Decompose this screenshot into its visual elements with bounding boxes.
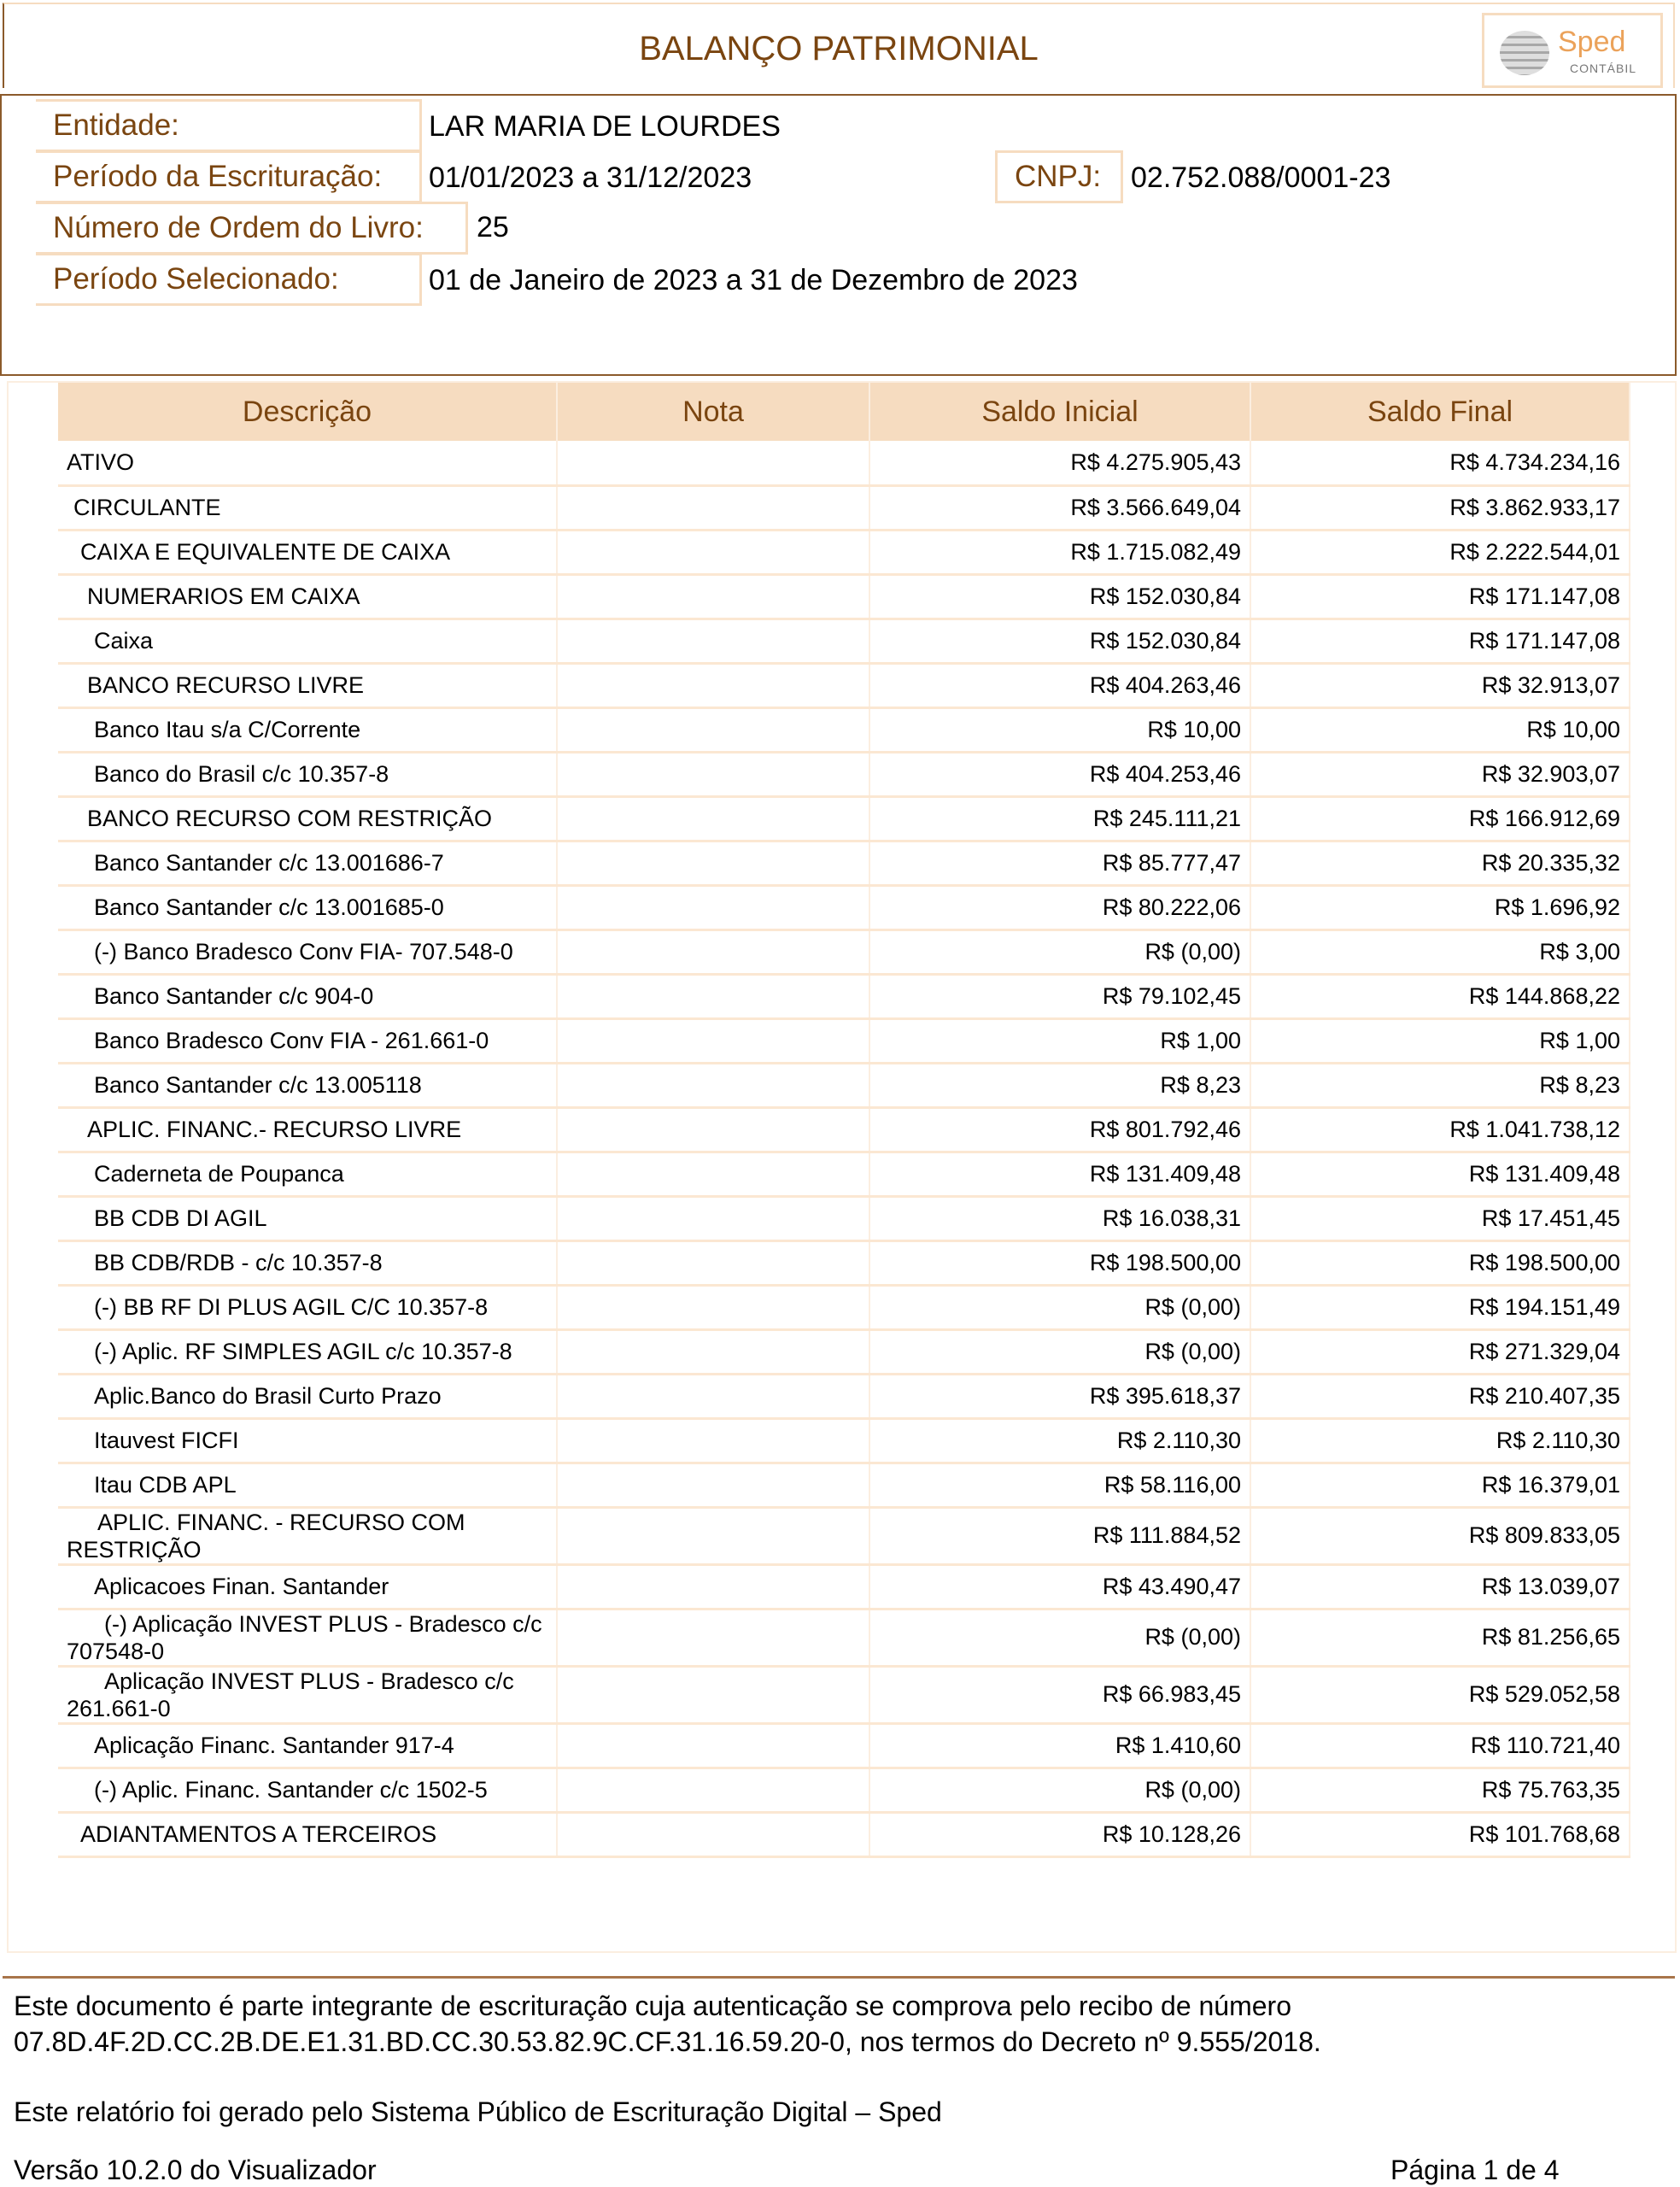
row-nota: [557, 1418, 869, 1463]
sped-logo: [1482, 13, 1663, 88]
row-nota: [557, 619, 869, 663]
row-nota: [557, 1063, 869, 1107]
row-saldo-final: R$ 101.768,68: [1250, 1812, 1630, 1856]
row-nota: [557, 796, 869, 841]
row-saldo-final: R$ 144.868,22: [1250, 974, 1630, 1018]
row-saldo-inicial: R$ 245.111,21: [869, 796, 1250, 841]
row-nota: [557, 1374, 869, 1418]
table-row: [58, 1564, 1630, 1609]
row-saldo-final: R$ 20.335,32: [1250, 841, 1630, 885]
periodo-selecionado-label: Período Selecionado:: [36, 253, 422, 306]
table-row: [58, 663, 1630, 707]
column-header-nota: Nota: [557, 383, 869, 441]
row-description: Aplicação Financ. Santander 917-4: [58, 1723, 557, 1768]
table-row: [58, 1812, 1630, 1856]
row-saldo-inicial: R$ 79.102,45: [869, 974, 1250, 1018]
row-description: APLIC. FINANC. - RECURSO COM RESTRIÇÃO: [58, 1507, 557, 1564]
row-nota: [557, 1329, 869, 1374]
row-saldo-final: R$ 32.913,07: [1250, 663, 1630, 707]
row-nota: [557, 1107, 869, 1152]
row-saldo-final: R$ 3.862.933,17: [1250, 485, 1630, 530]
table-row: [58, 1609, 1630, 1666]
row-saldo-inicial: R$ 8,23: [869, 1063, 1250, 1107]
row-description: CAIXA E EQUIVALENTE DE CAIXA: [58, 530, 557, 574]
row-saldo-final: R$ 13.039,07: [1250, 1564, 1630, 1609]
balance-sheet-table-container: [7, 381, 1677, 1953]
row-saldo-inicial: R$ 3.566.649,04: [869, 485, 1250, 530]
row-saldo-inicial: R$ 16.038,31: [869, 1196, 1250, 1240]
row-nota: [557, 841, 869, 885]
column-header-saldo-inicial: Saldo Inicial: [869, 383, 1250, 441]
row-nota: [557, 1018, 869, 1063]
table-row: [58, 707, 1630, 752]
row-description: (-) Aplic. Financ. Santander c/c 1502-5: [58, 1768, 557, 1812]
row-saldo-inicial: R$ 404.263,46: [869, 663, 1250, 707]
row-nota: [557, 752, 869, 796]
table-row: [58, 841, 1630, 885]
row-description: BB CDB DI AGIL: [58, 1196, 557, 1240]
table-row: [58, 1418, 1630, 1463]
row-nota: [557, 1609, 869, 1666]
row-saldo-final: R$ 4.734.234,16: [1250, 441, 1630, 485]
generated-by-text: Este relatório foi gerado pelo Sistema Público de Escrituração Digital – Sped: [14, 2096, 942, 2127]
table-row: [58, 1240, 1630, 1285]
report-header: [3, 3, 1675, 88]
auth-text-line2: 07.8D.4F.2D.CC.2B.DE.E1.31.BD.CC.30.53.82.9C.CF.31.16.59.20-0, nos termos do Decreto nº 9.555/2018.: [14, 2026, 1321, 2057]
row-description: CIRCULANTE: [58, 485, 557, 530]
row-saldo-final: R$ 3,00: [1250, 929, 1630, 974]
page-indicator: Página 1 de 4: [1390, 2155, 1560, 2185]
row-saldo-inicial: R$ 2.110,30: [869, 1418, 1250, 1463]
row-nota: [557, 1666, 869, 1723]
row-description: Banco do Brasil c/c 10.357-8: [58, 752, 557, 796]
row-saldo-inicial: R$ 58.116,00: [869, 1463, 1250, 1507]
row-saldo-final: R$ 8,23: [1250, 1063, 1630, 1107]
row-description: Caixa: [58, 619, 557, 663]
row-description: ATIVO: [58, 441, 557, 485]
row-description: Banco Santander c/c 13.001685-0: [58, 885, 557, 929]
row-saldo-inicial: R$ (0,00): [869, 1609, 1250, 1666]
table-row: [58, 1723, 1630, 1768]
row-saldo-final: R$ 171.147,08: [1250, 619, 1630, 663]
table-row: [58, 1666, 1630, 1723]
row-description: APLIC. FINANC.- RECURSO LIVRE: [58, 1107, 557, 1152]
numero-ordem-label: Número de Ordem do Livro:: [36, 202, 468, 255]
row-saldo-inicial: R$ 10.128,26: [869, 1812, 1250, 1856]
row-nota: [557, 441, 869, 485]
row-saldo-inicial: R$ 43.490,47: [869, 1564, 1250, 1609]
row-saldo-final: R$ 2.110,30: [1250, 1418, 1630, 1463]
table-row: [58, 1196, 1630, 1240]
report-title: BALANÇO PATRIMONIAL: [639, 30, 1039, 67]
row-saldo-inicial: R$ 66.983,45: [869, 1666, 1250, 1723]
table-row: [58, 1063, 1630, 1107]
sped-logo-text: Sped: [1558, 26, 1626, 58]
auth-text-line1: Este documento é parte integrante de escrituração cuja autenticação se comprova pelo recibo de número: [14, 1991, 1291, 2021]
row-saldo-final: R$ 110.721,40: [1250, 1723, 1630, 1768]
row-description: Banco Santander c/c 13.001686-7: [58, 841, 557, 885]
row-description: Caderneta de Poupanca: [58, 1152, 557, 1196]
sped-sphere-icon: [1500, 31, 1549, 75]
column-header-saldo-final: Saldo Final: [1250, 383, 1630, 441]
entidade-label: Entidade:: [36, 99, 422, 152]
row-saldo-final: R$ 1.041.738,12: [1250, 1107, 1630, 1152]
row-saldo-final: R$ 81.256,65: [1250, 1609, 1630, 1666]
row-nota: [557, 707, 869, 752]
entidade-value: LAR MARIA DE LOURDES: [429, 110, 781, 143]
row-saldo-final: R$ 10,00: [1250, 707, 1630, 752]
table-row: [58, 574, 1630, 619]
row-saldo-final: R$ 194.151,49: [1250, 1285, 1630, 1329]
table-row: [58, 530, 1630, 574]
row-saldo-inicial: R$ 1.715.082,49: [869, 530, 1250, 574]
row-description: BB CDB/RDB - c/c 10.357-8: [58, 1240, 557, 1285]
row-saldo-final: R$ 1,00: [1250, 1018, 1630, 1063]
table-row: [58, 1152, 1630, 1196]
row-saldo-final: R$ 166.912,69: [1250, 796, 1630, 841]
row-saldo-inicial: R$ 80.222,06: [869, 885, 1250, 929]
table-row: [58, 1463, 1630, 1507]
table-row: [58, 1018, 1630, 1063]
cnpj-label: CNPJ:: [995, 150, 1123, 203]
row-nota: [557, 929, 869, 974]
row-description: Aplicação INVEST PLUS - Bradesco c/c 261.661-0: [58, 1666, 557, 1723]
row-nota: [557, 574, 869, 619]
row-description: BANCO RECURSO LIVRE: [58, 663, 557, 707]
row-nota: [557, 1240, 869, 1285]
row-saldo-inicial: R$ 404.253,46: [869, 752, 1250, 796]
row-description: Banco Santander c/c 13.005118: [58, 1063, 557, 1107]
row-saldo-inicial: R$ 10,00: [869, 707, 1250, 752]
row-saldo-inicial: R$ 152.030,84: [869, 619, 1250, 663]
row-saldo-inicial: R$ (0,00): [869, 1285, 1250, 1329]
row-saldo-final: R$ 16.379,01: [1250, 1463, 1630, 1507]
row-saldo-inicial: R$ 198.500,00: [869, 1240, 1250, 1285]
row-saldo-final: R$ 75.763,35: [1250, 1768, 1630, 1812]
entity-info-panel: [0, 94, 1677, 376]
row-saldo-inicial: R$ 801.792,46: [869, 1107, 1250, 1152]
row-saldo-inicial: R$ 1.410,60: [869, 1723, 1250, 1768]
periodo-escrituracao-value: 01/01/2023 a 31/12/2023: [429, 161, 752, 194]
row-saldo-final: R$ 809.833,05: [1250, 1507, 1630, 1564]
row-saldo-final: R$ 210.407,35: [1250, 1374, 1630, 1418]
row-saldo-inicial: R$ (0,00): [869, 929, 1250, 974]
balance-sheet-table: [58, 383, 1630, 1858]
row-saldo-final: R$ 529.052,58: [1250, 1666, 1630, 1723]
row-description: (-) BB RF DI PLUS AGIL C/C 10.357-8: [58, 1285, 557, 1329]
row-saldo-final: R$ 32.903,07: [1250, 752, 1630, 796]
cnpj-value: 02.752.088/0001-23: [1131, 161, 1391, 194]
row-saldo-final: R$ 271.329,04: [1250, 1329, 1630, 1374]
table-row: [58, 796, 1630, 841]
row-nota: [557, 1152, 869, 1196]
row-saldo-inicial: R$ 111.884,52: [869, 1507, 1250, 1564]
row-nota: [557, 663, 869, 707]
numero-ordem-value: 25: [477, 211, 509, 243]
sped-logo-subtext: CONTÁBIL: [1570, 62, 1637, 75]
periodo-escrituracao-label: Período da Escrituração:: [36, 150, 422, 203]
row-nota: [557, 1196, 869, 1240]
table-row: [58, 441, 1630, 485]
row-nota: [557, 1507, 869, 1564]
row-description: Itauvest FICFI: [58, 1418, 557, 1463]
table-row: [58, 752, 1630, 796]
row-saldo-final: R$ 131.409,48: [1250, 1152, 1630, 1196]
row-nota: [557, 1463, 869, 1507]
table-row: [58, 974, 1630, 1018]
table-row: [58, 885, 1630, 929]
column-header-descricao: Descrição: [58, 383, 557, 441]
row-nota: [557, 1723, 869, 1768]
row-description: (-) Aplicação INVEST PLUS - Bradesco c/c 707548-0: [58, 1609, 557, 1666]
row-description: BANCO RECURSO COM RESTRIÇÃO: [58, 796, 557, 841]
table-row: [58, 485, 1630, 530]
row-description: (-) Banco Bradesco Conv FIA- 707.548-0: [58, 929, 557, 974]
row-nota: [557, 1564, 869, 1609]
row-description: Banco Itau s/a C/Corrente: [58, 707, 557, 752]
row-description: Itau CDB APL: [58, 1463, 557, 1507]
table-row: [58, 929, 1630, 974]
periodo-selecionado-value: 01 de Janeiro de 2023 a 31 de Dezembro de 2023: [429, 264, 1078, 296]
row-saldo-final: R$ 171.147,08: [1250, 574, 1630, 619]
row-nota: [557, 1285, 869, 1329]
row-description: ADIANTAMENTOS A TERCEIROS: [58, 1812, 557, 1856]
row-saldo-inicial: R$ 152.030,84: [869, 574, 1250, 619]
row-description: Aplic.Banco do Brasil Curto Prazo: [58, 1374, 557, 1418]
row-description: Banco Bradesco Conv FIA - 261.661-0: [58, 1018, 557, 1063]
row-nota: [557, 885, 869, 929]
table-row: [58, 619, 1630, 663]
table-row: [58, 1768, 1630, 1812]
row-saldo-inicial: R$ 1,00: [869, 1018, 1250, 1063]
row-description: NUMERARIOS EM CAIXA: [58, 574, 557, 619]
row-saldo-inicial: R$ 85.777,47: [869, 841, 1250, 885]
table-body: [58, 441, 1630, 1856]
row-saldo-inicial: R$ (0,00): [869, 1329, 1250, 1374]
row-description: Aplicacoes Finan. Santander: [58, 1564, 557, 1609]
viewer-version: Versão 10.2.0 do Visualizador: [14, 2155, 377, 2185]
row-nota: [557, 974, 869, 1018]
table-header-row: [58, 383, 1630, 441]
row-nota: [557, 530, 869, 574]
table-row: [58, 1507, 1630, 1564]
row-saldo-final: R$ 1.696,92: [1250, 885, 1630, 929]
row-nota: [557, 1812, 869, 1856]
table-row: [58, 1374, 1630, 1418]
row-nota: [557, 485, 869, 530]
footer-divider: [3, 1976, 1675, 1979]
row-saldo-final: R$ 198.500,00: [1250, 1240, 1630, 1285]
row-saldo-inicial: R$ 395.618,37: [869, 1374, 1250, 1418]
row-saldo-final: R$ 17.451,45: [1250, 1196, 1630, 1240]
row-saldo-final: R$ 2.222.544,01: [1250, 530, 1630, 574]
row-saldo-inicial: R$ 4.275.905,43: [869, 441, 1250, 485]
row-saldo-inicial: R$ 131.409,48: [869, 1152, 1250, 1196]
table-row: [58, 1329, 1630, 1374]
row-description: (-) Aplic. RF SIMPLES AGIL c/c 10.357-8: [58, 1329, 557, 1374]
row-description: Banco Santander c/c 904-0: [58, 974, 557, 1018]
table-row: [58, 1285, 1630, 1329]
row-nota: [557, 1768, 869, 1812]
row-saldo-inicial: R$ (0,00): [869, 1768, 1250, 1812]
table-row: [58, 1107, 1630, 1152]
